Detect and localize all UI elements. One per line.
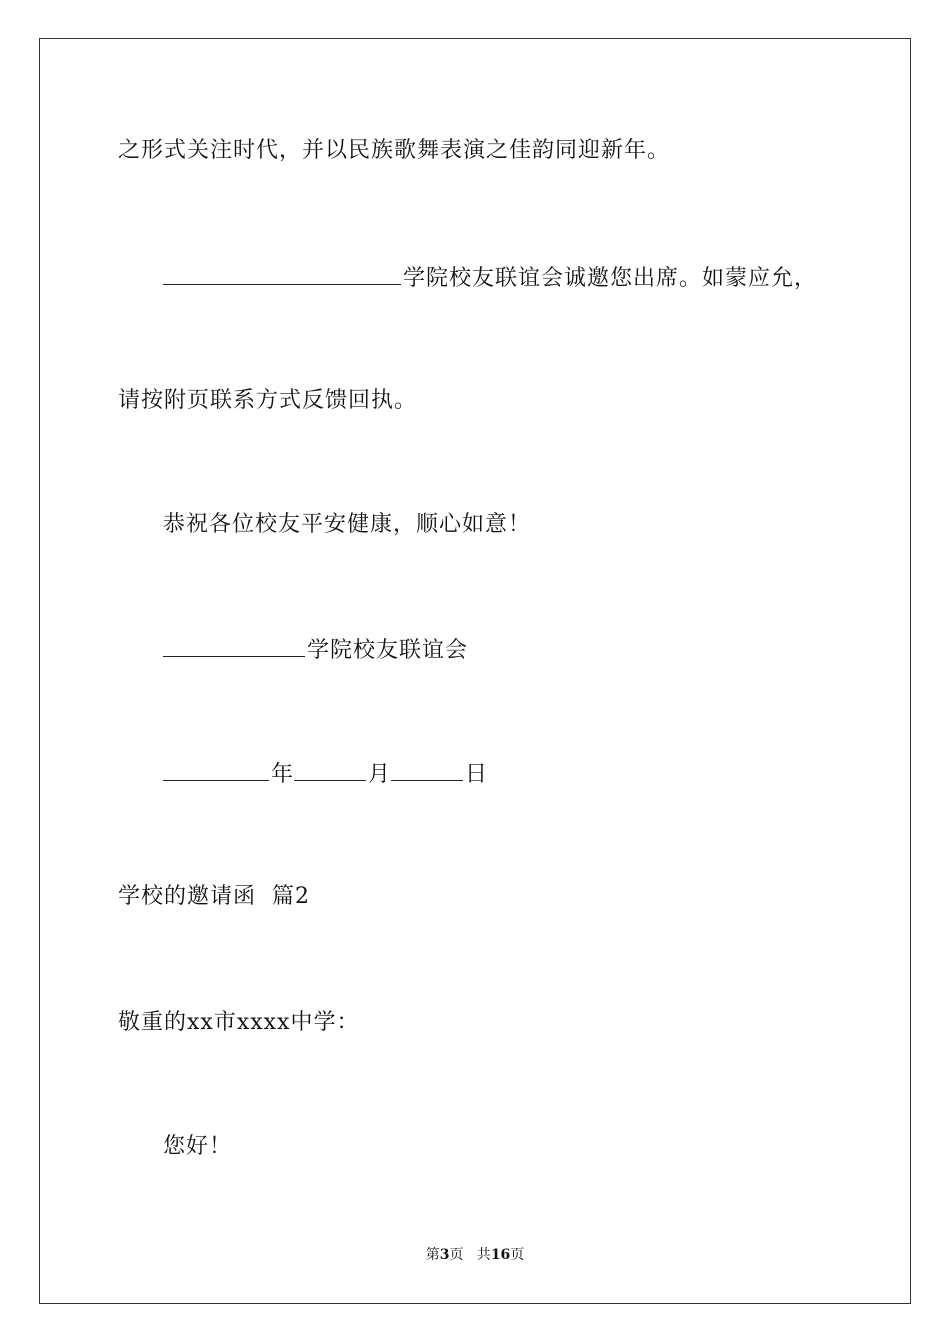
date-line <box>163 758 488 790</box>
signature-line <box>163 634 468 666</box>
wishes-paragraph: 恭祝各位校友平安健康，顺心如意！ <box>163 512 532 537</box>
year-blank <box>163 758 269 781</box>
section-heading: 学校的邀请函 篇2 <box>118 884 310 909</box>
footer-page-mid: 页 共 <box>449 1247 491 1263</box>
invitation-paragraph <box>163 262 817 294</box>
paragraph-continuation: 之形式关注时代，并以民族歌舞表演之佳韵同迎新年。 <box>118 138 671 163</box>
month-blank <box>294 758 366 781</box>
month-label: 月 <box>368 762 392 787</box>
greeting: 您好！ <box>163 1134 233 1159</box>
day-blank <box>391 758 463 781</box>
signature-text: 学院校友联谊会 <box>307 638 469 663</box>
footer-total-pages: 16 <box>490 1247 511 1263</box>
footer-current-page: 3 <box>439 1247 450 1263</box>
signature-college-blank <box>163 634 305 657</box>
feedback-paragraph: 请按附页联系方式反馈回执。 <box>118 388 418 413</box>
college-name-blank <box>163 262 401 285</box>
invitation-text: 学院校友联谊会诚邀您出席。如蒙应允， <box>403 266 818 291</box>
salutation: 敬重的xx市xxxx中学： <box>118 1010 360 1035</box>
year-label: 年 <box>271 762 295 787</box>
page-footer <box>0 1245 950 1265</box>
footer-page-prefix: 第 <box>425 1247 440 1263</box>
day-label: 日 <box>465 762 489 787</box>
footer-page-suffix: 页 <box>510 1247 525 1263</box>
page-frame <box>39 38 911 1304</box>
